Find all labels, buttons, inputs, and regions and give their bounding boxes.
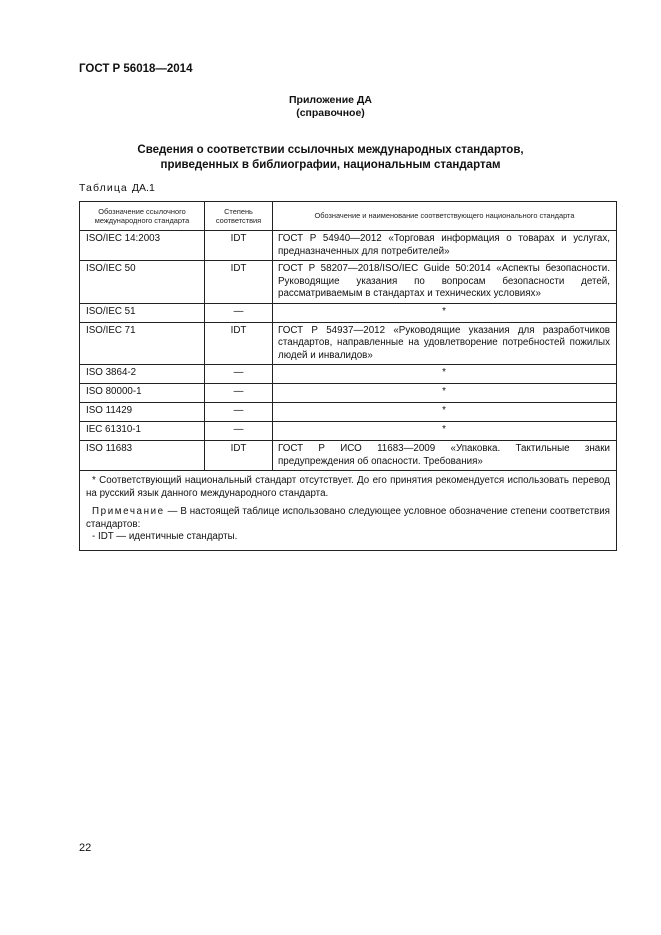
cell-degree: — (205, 303, 273, 322)
cell-intl-code: ISO 11429 (80, 403, 205, 422)
cell-national: * (273, 365, 617, 384)
appendix-subtitle: (справочное) (296, 107, 365, 119)
cell-national: * (273, 422, 617, 441)
cell-national: * (273, 384, 617, 403)
table-row (80, 322, 617, 365)
table-row (80, 441, 617, 471)
cell-national: ГОСТ Р 58207—2018/ISO/IEC Guide 50:2014 «Аспекты безопасности. Руководящие указания по вопросам безопасности детей, рассматриваемым в стандартах и технических условиях» (273, 261, 617, 304)
table-header-row (80, 202, 617, 231)
cell-national: * (273, 403, 617, 422)
cell-degree: IDT (205, 231, 273, 261)
table-row (80, 231, 617, 261)
table-row (80, 422, 617, 441)
table-row (80, 261, 617, 304)
table-row (80, 403, 617, 422)
cell-intl-code: ISO 11683 (80, 441, 205, 471)
cell-degree: — (205, 365, 273, 384)
table-row (80, 365, 617, 384)
note-text: — В настоящей таблице использовано следующее условное обозначение степени соответствия стандартов: (86, 506, 610, 530)
cell-intl-code: ISO/IEC 14:2003 (80, 231, 205, 261)
table-caption-number: ДА.1 (131, 182, 155, 194)
heading-line-2: приведенных в библиографии, национальным стандартам (160, 159, 501, 171)
cell-degree: IDT (205, 441, 273, 471)
note (86, 506, 610, 531)
cell-national: * (273, 303, 617, 322)
cell-degree: IDT (205, 322, 273, 365)
cell-degree: IDT (205, 261, 273, 304)
cell-intl-code: ISO/IEC 71 (80, 322, 205, 365)
cell-degree: — (205, 422, 273, 441)
document-code: ГОСТ Р 56018—2014 (79, 63, 193, 75)
footnote: * Соответствующий национальный стандарт отсутствует. До его принятия рекомендуется использовать перевод на русский язык данного международного стандарта. (86, 475, 610, 499)
cell-national: ГОСТ Р ИСО 11683—2009 «Упаковка. Тактильные знаки предупреждения об опасности. Требования» (273, 441, 617, 471)
table-caption (79, 182, 155, 194)
cell-intl-code: IEC 61310-1 (80, 422, 205, 441)
cell-degree: — (205, 403, 273, 422)
cell-national: ГОСТ Р 54940—2012 «Торговая информация о товарах и услугах, предназначенных для потребителей» (273, 231, 617, 261)
table-row (80, 384, 617, 403)
heading-line-1: Сведения о соответствии ссылочных международных стандартов, (137, 144, 524, 156)
header-intl-standard: Обозначение ссылочного международного стандарта (80, 202, 205, 231)
table-footer (80, 471, 617, 551)
cell-intl-code: ISO 80000-1 (80, 384, 205, 403)
table-footer-row (80, 471, 617, 551)
cell-national: ГОСТ Р 54937—2012 «Руководящие указания для разработчиков стандартов, направленные на удовлетворение потребностей пожилых людей и инвалидов» (273, 322, 617, 365)
header-degree: Степень соответствия (205, 202, 273, 231)
table-caption-label: Таблица (79, 182, 128, 194)
cell-degree: — (205, 384, 273, 403)
cell-intl-code: ISO/IEC 51 (80, 303, 205, 322)
cell-intl-code: ISO 3864-2 (80, 365, 205, 384)
note-label: Примечание (92, 506, 165, 517)
standards-table (79, 201, 617, 551)
page-number: 22 (79, 842, 92, 854)
cell-intl-code: ISO/IEC 50 (80, 261, 205, 304)
appendix-title: Приложение ДА (289, 94, 372, 106)
table-row (80, 303, 617, 322)
header-national-standard: Обозначение и наименование соответствующего национального стандарта (273, 202, 617, 231)
note-item: - IDT — идентичные стандарты. (92, 531, 238, 542)
